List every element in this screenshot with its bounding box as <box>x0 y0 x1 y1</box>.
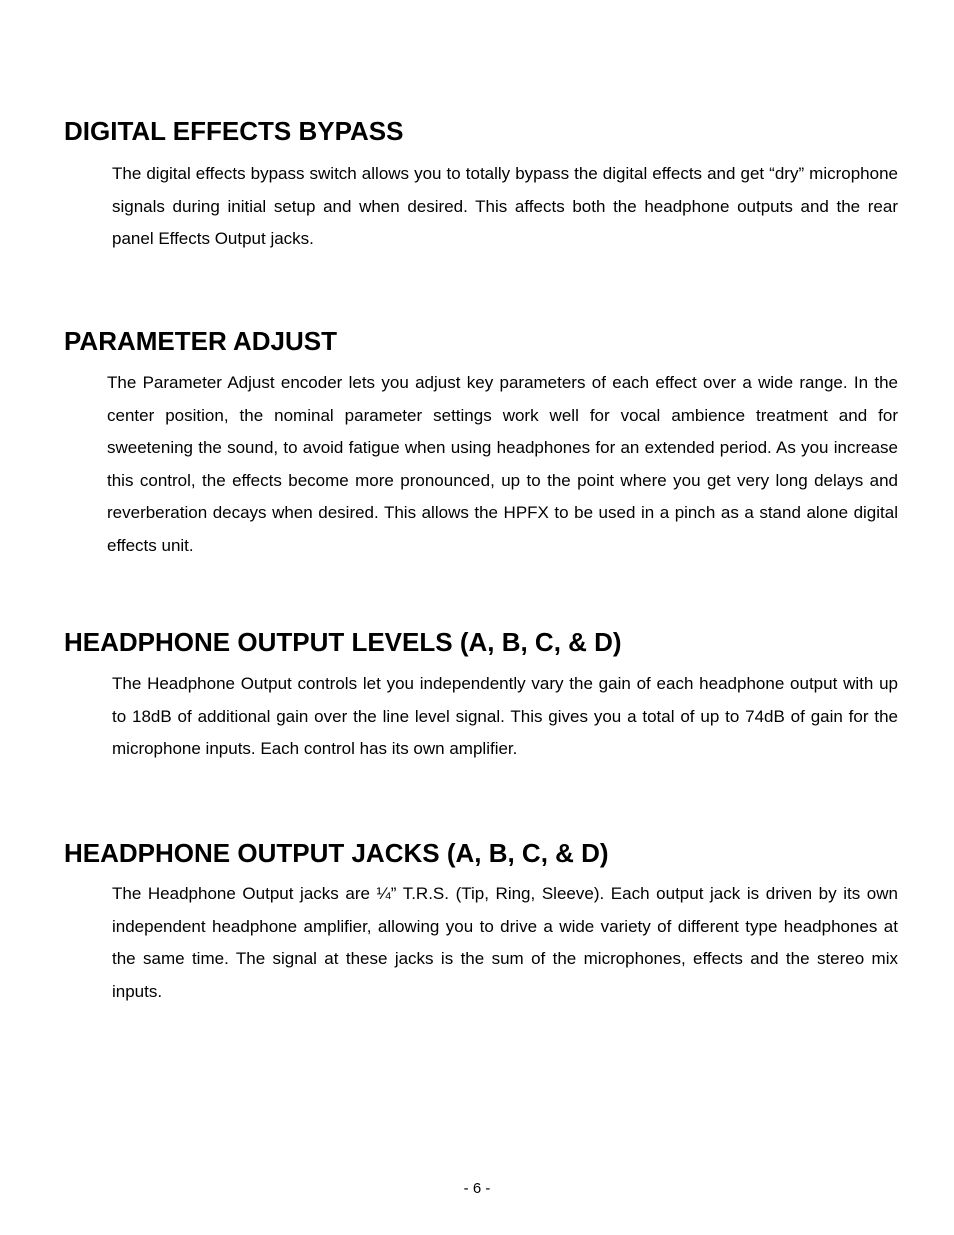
section-heading-digital-effects-bypass: DIGITAL EFFECTS BYPASS <box>64 116 404 146</box>
section-body-digital-effects-bypass: The digital effects bypass switch allows you to totally bypass the digital effects and get “dry” microphone signals during initial setup and when desired. This affects both the headphone outputs and the rear panel Effects Output jacks. <box>112 164 898 248</box>
section-heading-headphone-output-levels: HEADPHONE OUTPUT LEVELS (A, B, C, & D) <box>64 627 622 657</box>
section-body-parameter-adjust: The Parameter Adjust encoder lets you adjust key parameters of each effect over a wide range. In the center position, the nominal parameter settings work well for vocal ambience treatment and for sweetening the sound, to avoid fatigue when using headphones for an extended period. As you increase this control, the effects become more pronounced, up to the point where you get very long delays and reverberation decays when desired. This allows the HPFX to be used in a pinch as a stand alone digital effects unit. <box>107 373 898 555</box>
section-heading-headphone-output-jacks: HEADPHONE OUTPUT JACKS (A, B, C, & D) <box>64 838 609 868</box>
section-body-headphone-output-levels: The Headphone Output controls let you independently vary the gain of each headphone output with up to 18dB of additional gain over the line level signal. This gives you a total of up to 74dB of gain for the microphone inputs. Each control has its own amplifier. <box>112 674 898 758</box>
page-number: - 6 - <box>463 1180 491 1197</box>
section-body-headphone-output-jacks: The Headphone Output jacks are ¼” T.R.S. (Tip, Ring, Sleeve). Each output jack is driven by its own independent headphone amplifier, allowing you to drive a wide variety of different type headphones at the same time. The signal at these jacks is the sum of the microphones, effects and the stereo mix inputs. <box>112 884 898 1001</box>
section-heading-parameter-adjust: PARAMETER ADJUST <box>64 326 338 356</box>
